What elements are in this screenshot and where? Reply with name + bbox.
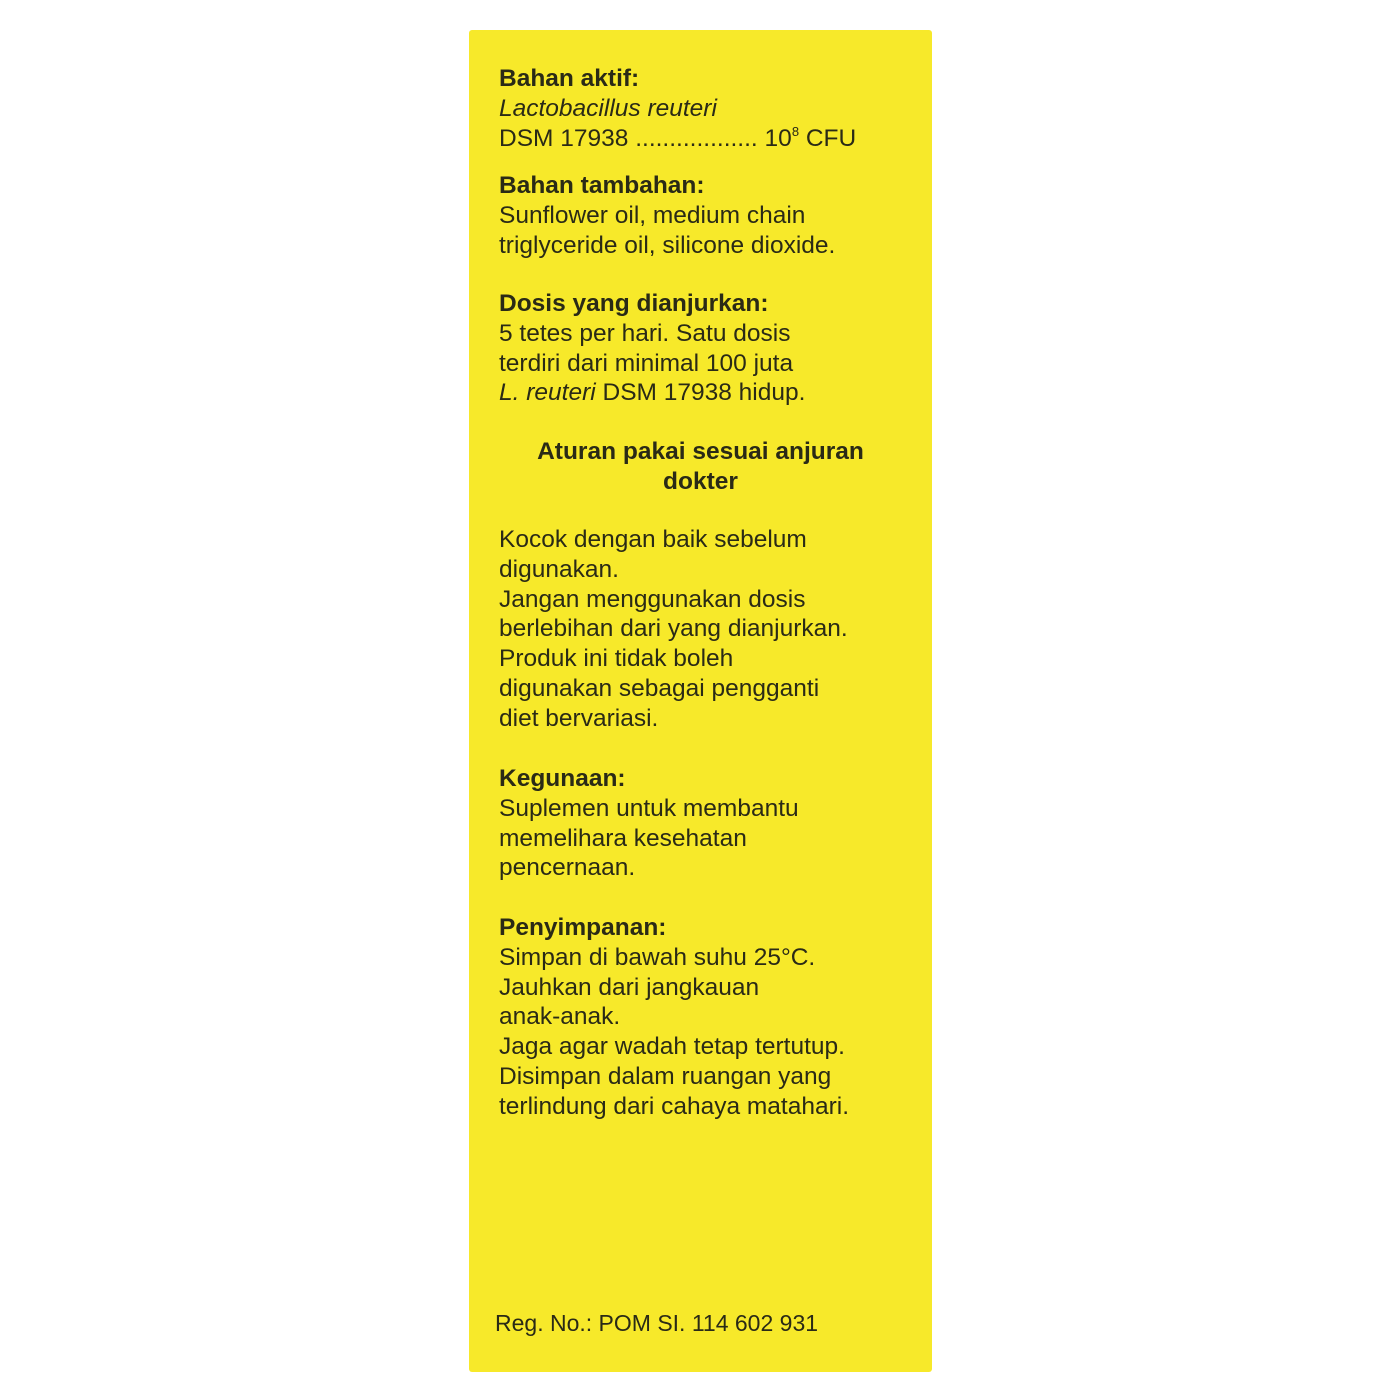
strain-id: DSM 17938 — [499, 124, 629, 152]
storage-line: Jauhkan dari jangkauan — [499, 973, 760, 1001]
usage-rules-line: Aturan pakai sesuai anjuran — [537, 438, 864, 465]
warning-line: Produk ini tidak boleh — [499, 645, 734, 673]
warning-line: Kocok dengan baik sebelum — [499, 526, 807, 553]
usage-rules-section — [489, 437, 912, 497]
storage-line: Jaga agar wadah tetap tertutup. — [499, 1033, 845, 1061]
additives-heading: Bahan tambahan: — [499, 172, 705, 199]
storage-line: Simpan di bawah suhu 25°C. — [499, 943, 816, 971]
dosage-strain-text: DSM 17938 hidup. — [602, 379, 806, 407]
dosage-heading: Dosis yang dianjurkan: — [499, 290, 769, 317]
warning-line: digunakan sebagai pengganti — [499, 674, 820, 702]
dosage-line — [499, 378, 926, 408]
dot-leader: .................. — [635, 124, 758, 152]
storage-section — [499, 913, 926, 1122]
storage-line: Disimpan dalam ruangan yang — [499, 1062, 832, 1090]
product-label-panel — [469, 30, 932, 1372]
warning-line: berlebihan dari yang dianjurkan. — [499, 615, 848, 643]
warning-line: Jangan menggunakan dosis — [499, 585, 806, 613]
warning-line: diet bervariasi. — [499, 704, 659, 732]
registration-number: Reg. No.: POM SI. 114 602 931 — [495, 1310, 819, 1336]
additives-line: triglyceride oil, silicone dioxide. — [499, 231, 836, 259]
storage-line: terlindung dari cahaya matahari. — [499, 1092, 850, 1120]
additives-line: Sunflower oil, medium chain — [499, 201, 806, 229]
usage-heading: Kegunaan: — [499, 765, 626, 792]
strain-amount-line — [499, 124, 926, 154]
warning-line: digunakan. — [499, 555, 619, 583]
warnings-section — [499, 525, 926, 734]
usage-line: pencernaan. — [499, 854, 636, 882]
cfu-base: 10 — [764, 124, 792, 152]
dosage-section — [499, 289, 926, 408]
usage-section — [499, 764, 926, 883]
usage-line: memelihara kesehatan — [499, 824, 747, 852]
usage-line: Suplemen untuk membantu — [499, 794, 799, 822]
dosage-organism: L. reuteri — [499, 379, 596, 407]
storage-heading: Penyimpanan: — [499, 914, 667, 941]
dosage-line: 5 tetes per hari. Satu dosis — [499, 319, 791, 347]
organism-name: Lactobacillus reuteri — [499, 94, 717, 122]
additives-section — [499, 171, 926, 260]
cfu-exponent: 8 — [791, 123, 800, 139]
active-ingredient-heading: Bahan aktif: — [499, 65, 640, 92]
cfu-unit: CFU — [805, 124, 857, 152]
storage-line: anak-anak. — [499, 1003, 621, 1031]
dosage-line: terdiri dari minimal 100 juta — [499, 349, 794, 377]
usage-rules-line: dokter — [663, 467, 738, 495]
active-ingredient-section — [499, 64, 926, 153]
